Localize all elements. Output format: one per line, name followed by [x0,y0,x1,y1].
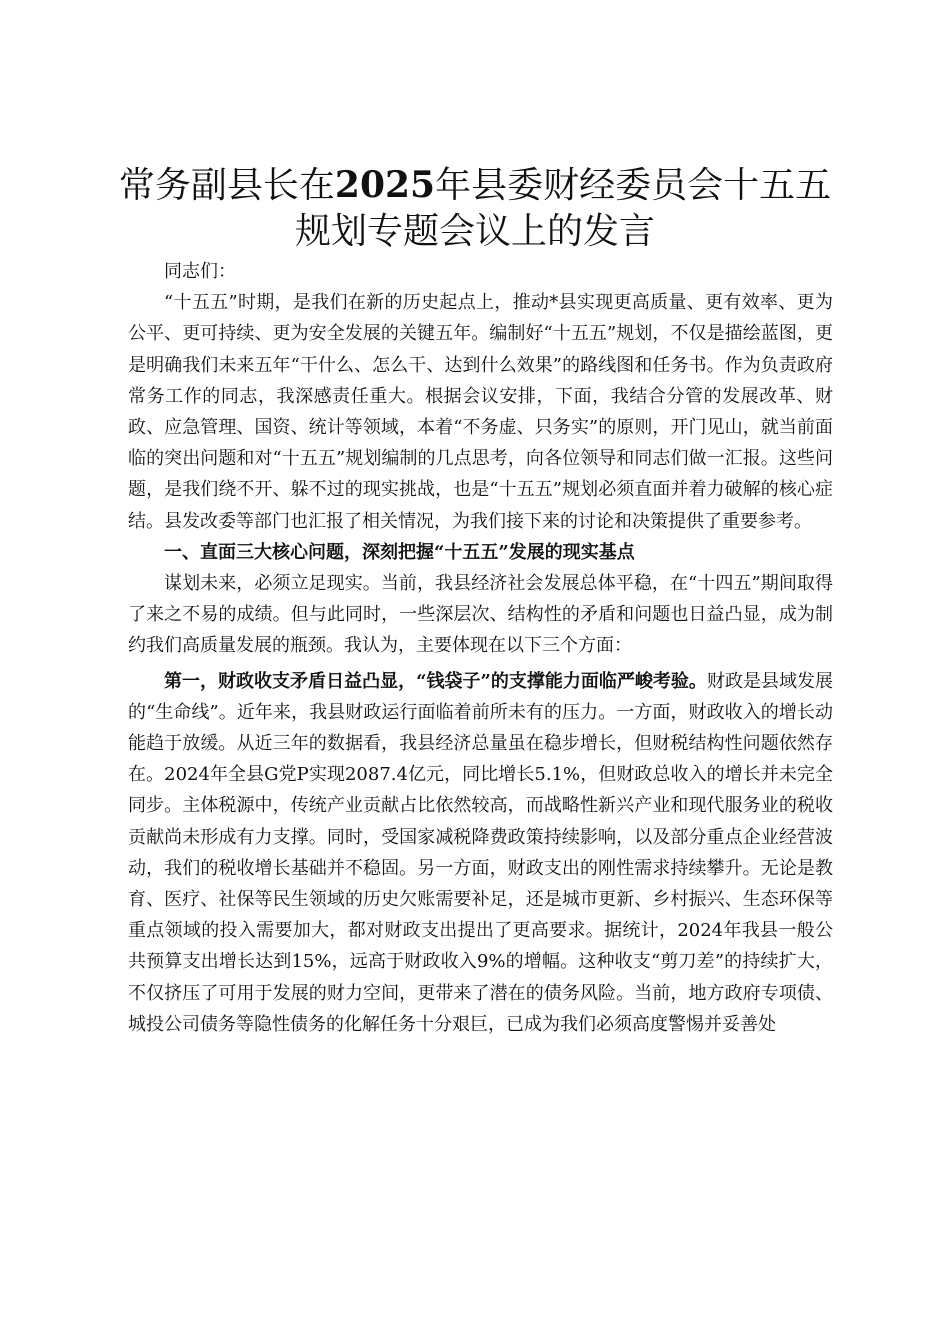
title-year: 2025 [334,164,436,206]
salutation: 同志们： [164,261,236,282]
point1-paragraph [128,666,833,1040]
intro-paragraph: “十五五”时期，是我们在新的历史起点上，推动*县实现更高质量、更有效率、更为公平、更可持续、更为安全发展的关键五年。编制好“十五五”规划，不仅是描绘蓝图，更是明确我们未来五年“干什么、怎么干、达到什么效果”的路线图和任务书。作为负责政府常务工作的同志，我深感责任重大。根据会议安排，下面，我结合分管的发展改革、财政、应急管理、国资、统计等领域，本着“不务虚、只务实”的原则，开门见山，就当前面临的突出问题和对“十五五”规划编制的几点思考，向各位领导和同志们做一汇报。这些问题，是我们绕不开、躲不过的现实挑战，也是“十五五”规划必须直面并着力破解的核心症结。县发改委等部门也汇报了相关情况，为我们接下来的讨论和决策提供了重要参考。 [128,292,833,532]
title-line2: 规划专题会议上的发言 [294,211,655,252]
document-title [110,162,840,255]
section1-heading: 一、直面三大核心问题，深刻把握“十五五”发展的现实基点 [164,541,635,563]
document-body [128,256,833,1040]
section1-paragraph: 谋划未来，必须立足现实。当前，我县经济社会发展总体平稳，在“十四五”期间取得了来之不易的成绩。但与此同时，一些深层次、结构性的矛盾和问题也日益凸显，成为制约我们高质量发展的瓶颈。我认为，主要体现在以下三个方面： [128,573,833,657]
point1-body: 财政是县域发展的“生命线”。近年来，我县财政运行面临着前所未有的压力。一方面，财政收入的增长动能趋于放缓。从近三年的数据看，我县经济总量虽在稳步增长，但财税结构性问题依然存在。2024年全县G党P实现2087.4亿元，同比增长5.1%，但财政总收入的增长并未完全同步。主体税源中，传统产业贡献占比依然较高，而战略性新兴产业和现代服务业的税收贡献尚未形成有力支撑。同时，受国家减税降费政策持续影响，以及部分重点企业经营波动，我们的税收增长基础并不稳固。另一方面，财政支出的刚性需求持续攀升。无论是教育、医疗、社保等民生领域的历史欠账需要补足，还是城市更新、乡村振兴、生态环保等重点领域的投入需要加大，都对财政支出提出了更高要求。据统计，2024年我县一般公共预算支出增长达到15%，远高于财政收入9%的增幅。这种收支“剪刀差”的持续扩大，不仅挤压了可用于发展的财力空间，更带来了潜在的债务风险。当前，地方政府专项债、城投公司债务等隐性债务的化解任务十分艰巨，已成为我们必须高度警惕并妥善处 [128,670,833,1035]
point1-lead: 第一，财政收支矛盾日益凸显，“钱袋子”的支撑能力面临严峻考验。 [164,670,707,692]
title-text-part2: 年县委财经委员会十五五 [435,165,832,206]
title-text-part1: 常务副县长在 [118,165,335,206]
